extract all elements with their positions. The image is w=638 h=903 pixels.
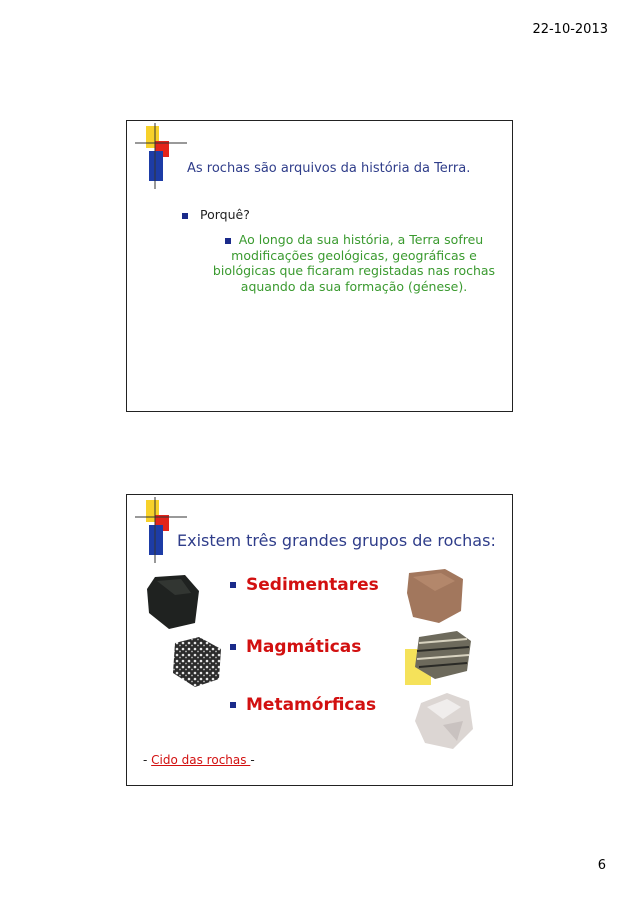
bullet-square-icon (230, 702, 236, 708)
marble-rock-image (413, 689, 477, 753)
rock-type-item (230, 575, 379, 595)
cycle-of-rocks-link[interactable]: Cido das rochas (151, 753, 251, 767)
bullet-text: Ao longo da sua história, a Terra sofreu modificações geológicas, geográficas e biológicas que ficaram registadas nas rochas aquando da sua formação (génese). (212, 232, 496, 294)
sandstone-rock-image (405, 567, 467, 625)
bullet-text: Porquê? (200, 207, 250, 222)
granite-rock-image (169, 635, 225, 689)
rock-type-item (230, 637, 361, 657)
cycle-link-footer (143, 753, 255, 767)
slide-decoration-icon (127, 121, 187, 191)
rock-type-label: Sedimentares (246, 575, 379, 595)
bullet-square-icon (230, 644, 236, 650)
gneiss-rock-image (405, 627, 475, 689)
rock-type-item (230, 695, 376, 715)
footer-suffix: - (250, 753, 255, 767)
page-number: 6 (597, 858, 606, 873)
bullet-answer (204, 232, 504, 294)
bullet-square-icon (182, 213, 188, 219)
bullet-square-icon (225, 238, 231, 244)
footer-prefix: - (143, 753, 152, 767)
slide-title: Existem três grandes grupos de rochas: (177, 531, 496, 550)
slide-1 (126, 120, 513, 412)
rock-type-label: Magmáticas (246, 637, 362, 657)
slide-decoration-icon (127, 495, 187, 565)
header-date: 22-10-2013 (532, 22, 608, 37)
dark-rock-image (145, 573, 201, 631)
slide-2 (126, 494, 513, 786)
bullet-question (182, 207, 250, 222)
rock-type-label: Metamórficas (246, 695, 377, 715)
bullet-square-icon (230, 582, 236, 588)
slide-title: As rochas são arquivos da história da Terra. (187, 161, 471, 176)
